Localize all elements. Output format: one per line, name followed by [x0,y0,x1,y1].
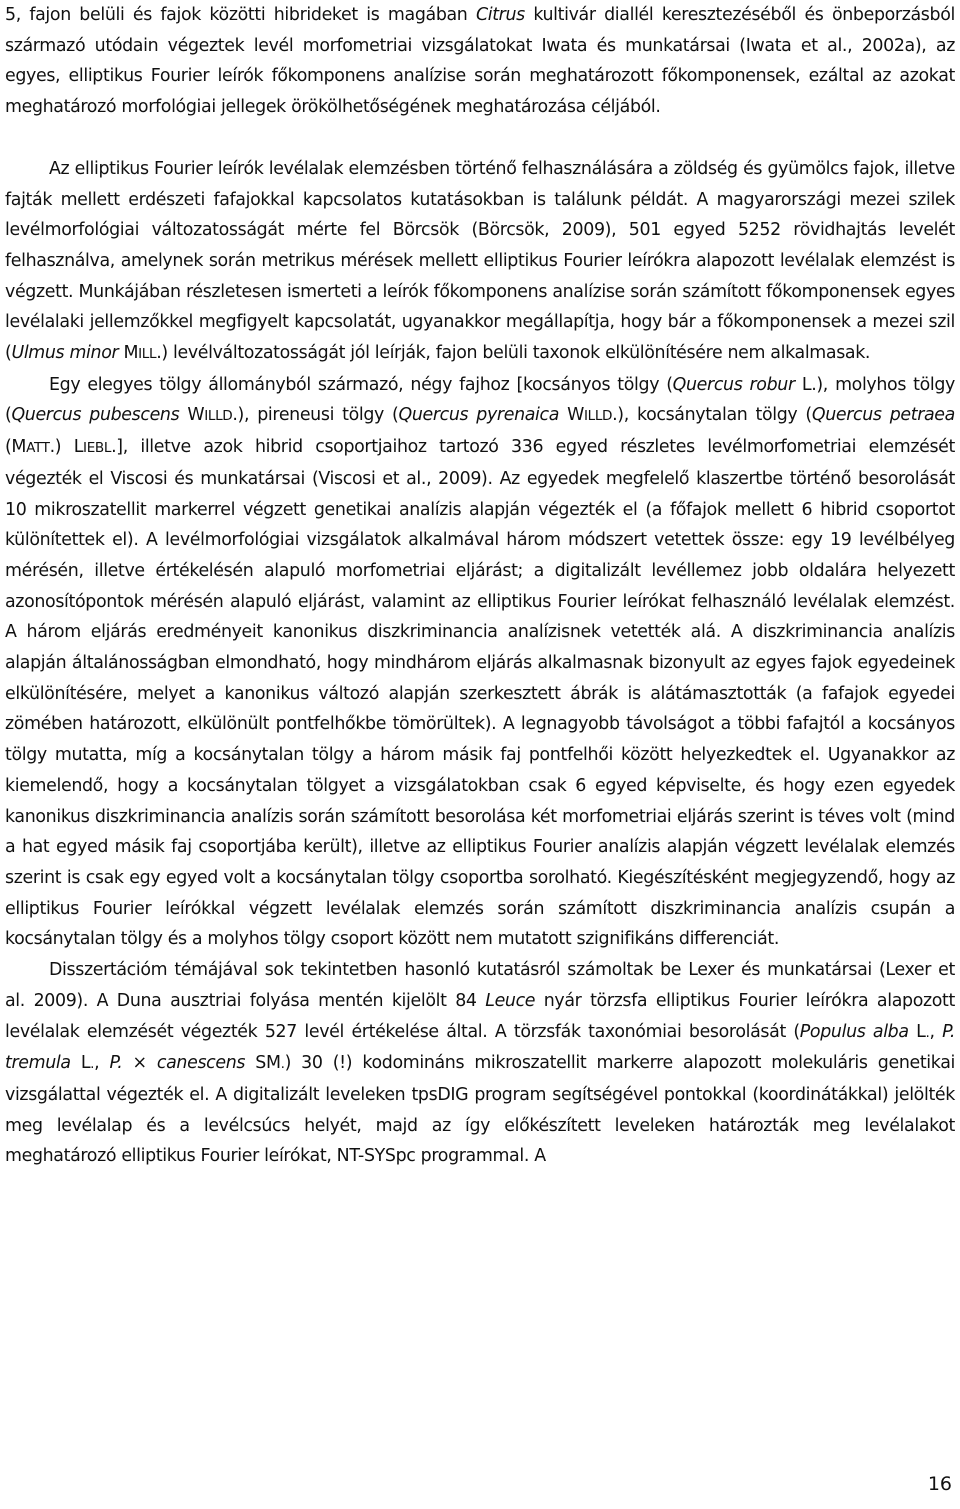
document-body [5,0,955,1172]
text-run: ) 30 (!) kodomináns mikroszatellit markerre alapozott molekuláris genetikai vizsgálattal végezték el. A digitalizált leveleken tpsDIG program segítségével pontokkal (koordinátákkal) jelölték meg levélalap és a levélcsúcs helyét, majd az így előkészített leveleken határozták meg levélalakot meghatározó elliptikus Fourier leírókat, NT-SYSpc programmal. A [5,1053,955,1167]
small-caps-text: . [280,1056,285,1073]
small-caps-text: ILLD [583,408,613,425]
italic-text: Citrus [475,5,525,25]
small-caps-text: . [925,1024,930,1041]
text-run: .], illetve azok hibrid csoportjaihoz tartozó 336 egyed részletes levélmorfometriai elemzését végezték el Viscosi és munkatársai (Viscosi et al., 2009). Az egyedek megfelelő klaszertbe történő besorolását 10 mikroszatellit markerrel végzett genetikai analízis alapján végezték el (a főfajok mellett 6 hibrid csoportot különítettek el). A levélmorfológiai vizsgálatok alkalmával három módszert vetettek össze: egy 19 levélbélyeg mérésén, illetve értékelésén alapuló morfometriai eljárást; a digitalizált levéllemez jobb oldalára helyezett azonosítópontok mérésén alapuló eljárást, valamint az elliptikus Fourier leírókat felhasználó levélalak elemzést. A három eljárás eredményeit kanonikus diszkriminancia analízisnek vetették alá. A diszkriminancia analízis alapján általánosságban elmondható, hogy mindhárom eljárás alkalmasnak bizonyult az egyes fajok egyedeinek elkülönítésére, melyet a kanonikus változó alapján szerkesztett ábrák is alátámasztották (a fafajok egyedei zömében határozott, elkülönült pontfelhőkbe tömörültek). A legnagyobb távolságot a többi fafajtól a kocsányos tölgy mutatta, míg a kocsánytalan tölgy a három másik faj pontfelhői között helyezkedtek el. Ugyanakkor az kiemelendő, hogy a kocsánytalan tölgyet a vizsgálatokban csak 6 egyed képviselte, és hogy ezen egyedek kanonikus diszkriminancia analízis során számított besorolása két morfometriai eljárás szerint is téves volt (mind a hat egyed másik faj csoportjába került), illetve az elliptikus Fourier analízis alapján végzett levélalak elemzés szerint is csak egy egyed volt a kocsánytalan tölgy csoportba sorolható. Kiegészítésként megjegyzendő, hogy az elliptikus Fourier leírókkal végzett levélalak elemzés során számított diszkriminancia analízis csupán a kocsánytalan tölgy és a molyhos tölgy csoport között nem mutatott szignifikáns differenciát. [5,437,955,950]
small-caps-text: . [90,1056,95,1073]
text-run: (M [5,437,27,458]
italic-text: Quercus robur [672,374,795,395]
text-run: , [94,1053,110,1074]
text-run: SM [245,1053,281,1074]
italic-text: P. tremula [5,1021,955,1074]
italic-text: P. × canescens [109,1053,246,1074]
text-run: kultivár diallél keresztezéséből és önbeporzásból származó utódain végeztek levél morfometriai vizsgálatokat Iwata és munkatársai (Iwata et al., 2002a), az egyes, elliptikus Fourier leírók főkomponens analízise során meghatározott főkomponensek, ezáltal az azokat meghatározó morfológiai jellegek örökölhetőségének meghatározása céljából. [5,5,955,118]
paragraph-spacer [5,123,955,154]
paragraph-p3 [5,370,955,955]
paragraph-p1 [5,0,955,123]
italic-text: Ulmus minor [11,343,119,364]
text-run: , [929,1021,943,1042]
text-run: W [179,405,205,426]
text-run: W [559,405,584,426]
paragraph-p2 [5,154,955,370]
paragraph-p4 [5,955,955,1172]
italic-text: Quercus pubescens [11,405,180,426]
page-number: 16 [927,1473,952,1495]
italic-text: Quercus pyrenaica [398,405,560,426]
text-run: M [118,343,139,364]
text-run: L.), molyhos tölgy ( [5,374,955,426]
text-run: Az elliptikus Fourier leírók levélalak elemzésben történő felhasználására a zöldség és gyümölcs fajok, illetve fajták mellett erdészeti fafajokkal kapcsolatos kutatásokban is találunk példát. A magyarországi mezei szilek levélmorfológiai változatosságát mérte fel Börcsök (Börcsök, 2009), 501 egyed 5252 rövidhajtás levelét felhasználva, amelynek során metrikus mérések mellett elliptikus Fourier leírókra alapozott levélalak elemzést is végzett. Munkájában részletesen ismerteti a leírók főkomponens analízise során számított főkomponensek egyes levélalaki jellemzőkkel megfigyelt kapcsolatát, ugyanakkor megállapítja, hogy bár a főkomponensek a mezei szil ( [5,158,955,364]
small-caps-text: ILLD [204,408,233,425]
text-run: Disszertációm témájával sok tekintetben hasonló kutatásról számoltak be Lexer és munkatársai (Lexer et al. 2009). A Duna ausztriai folyása mentén kijelölt 84 [5,960,955,1011]
text-run: Egy elegyes tölgy állományból származó, négy fajhoz [kocsányos tölgy ( [49,374,673,395]
italic-text: Populus alba [799,1021,909,1042]
text-run: .) levélváltozatosságát jól leírják, fajon belüli taxonok elkülönítésére nem alkalmasak. [156,343,871,364]
text-run: .), kocsánytalan tölgy ( [612,405,812,426]
text-run: L [908,1021,926,1042]
italic-text: Leuce [485,990,536,1011]
text-run: nyár törzsfa elliptikus Fourier leírókra alapozott levélalak elemzését végezték 527 levél értékelése által. A törzsfák taxonómiai besorolását ( [5,990,955,1042]
text-run: .), pireneusi tölgy ( [232,405,399,426]
text-run: 5, fajon belüli és fajok közötti hibrideket is magában [5,5,476,25]
small-caps-text: ATT [26,440,50,457]
small-caps-text: IEBL [83,440,112,457]
text-run: .) L [49,437,84,458]
small-caps-text: ILL [138,346,157,363]
text-run: L [70,1053,91,1074]
italic-text: Quercus petraea [811,405,955,426]
